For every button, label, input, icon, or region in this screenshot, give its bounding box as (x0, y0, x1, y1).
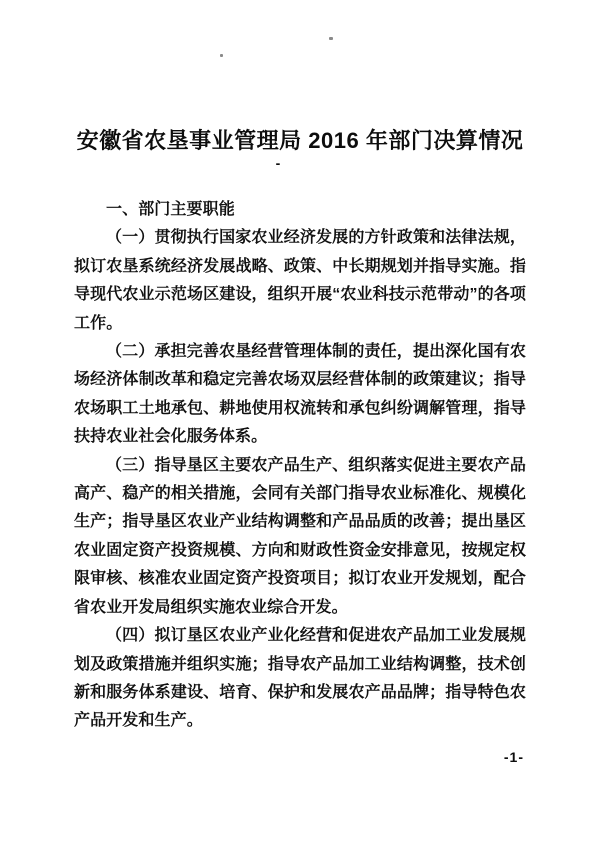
document-title: 安徽省农垦事业管理局 2016 年部门决算情况 (76, 128, 524, 153)
paragraph-4: （四）拟订垦区农业产业化经营和促进农产品加工业发展规划及政策措施并组织实施；指导农产品加工业结构调整，技术创新和服务体系建设、培育、保护和发展农产品品牌；指导特色农产品开发和生产。 (74, 627, 526, 730)
paragraph-2: （二）承担完善农垦经营管理体制的责任，提出深化国有农场经济体制改革和稳定完善农场双层经营体制的政策建议；指导农场职工土地承包、耕地使用权流转和承包纠纷调解管理，指导扶持农业社会化服务体系。 (74, 343, 526, 446)
page-number: -1- (503, 749, 524, 765)
section-heading: 一、部门主要职能 (106, 201, 235, 218)
scan-speck (329, 37, 333, 40)
paragraph-3: （三）指导垦区主要农产品生产、组织落实促进主要农产品高产、稳产的相关措施，会同有关部门指导农业标准化、规模化生产；指导垦区农业产业结构调整和产品品质的改善；提出垦区农业固定资产投资规模、方向和财政性资金安排意见，按规定权限审核、核准农业固定资产投资项目；拟订农业开发规划，配合省农业开发局组织实施农业综合开发。 (74, 456, 526, 616)
paragraph-1: （一）贯彻执行国家农业经济发展的方针政策和法律法规，拟订农垦系统经济发展战略、政策、中长期规划并指导实施。指导现代农业示范场区建设，组织开展“农业科技示范带动”的各项工作。 (74, 229, 526, 332)
document-body (74, 196, 526, 736)
scan-speck (220, 54, 223, 57)
title-dash: - (275, 155, 281, 171)
